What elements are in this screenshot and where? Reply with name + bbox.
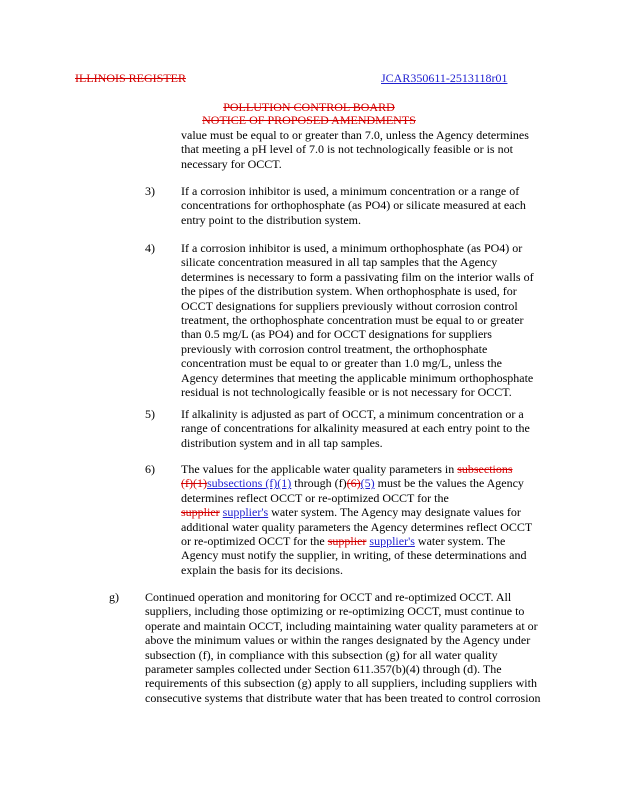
inserted-text: (5)	[360, 476, 375, 491]
text-line: concentration must be equal to or greater than 1.0 mg/L, unless the	[181, 356, 502, 371]
text-run: water system. The	[414, 534, 506, 549]
text-line: determines is necessary to form a passivating film on the interior walls of	[181, 269, 534, 284]
text-line: explain the basis for its decisions.	[181, 562, 343, 577]
text-line: subsection (f), in compliance with this subsection (g) for all water quality	[145, 647, 498, 662]
text-line: consecutive systems that distribute water that has been treated to control corrosion	[145, 690, 541, 705]
text-run: water system. The Agency may designate values for	[268, 505, 521, 520]
text-line: value must be equal to or greater than 7.0, unless the Agency determines	[181, 128, 529, 142]
text-line	[181, 476, 581, 490]
item-5-paragraph	[181, 407, 581, 450]
inserted-text: subsections (f)(1)	[206, 476, 292, 491]
intro-paragraph	[181, 128, 581, 171]
text-line: silicate concentration measured in all tap samples that the Agency	[181, 255, 498, 270]
text-line: that meeting a pH level of 7.0 is not technologically feasible or is not	[181, 142, 513, 157]
item-letter: g)	[109, 590, 119, 604]
deleted-text: subsections	[457, 462, 513, 476]
text-line: Agency must notify the supplier, in writing, of these determinations and	[181, 548, 527, 563]
item-number: 4)	[145, 241, 155, 255]
text-line: necessary for OCCT.	[181, 156, 282, 171]
text-line: suppliers, including those optimizing or re-optimizing OCCT, must continue to	[145, 604, 525, 619]
item-6-paragraph	[181, 462, 581, 577]
deleted-text: supplier	[327, 534, 367, 549]
text-line: requirements of this subsection (g) apply to all suppliers, including suppliers with	[145, 676, 537, 691]
text-run: or re-optimized OCCT for the	[181, 534, 328, 549]
text-line: previously with corrosion control treatment, the orthophosphate	[181, 341, 488, 356]
jcar-code: JCAR350611-2513118r01	[381, 71, 508, 85]
text-line: above the minimum values or within the ranges designated by the Agency under	[145, 633, 531, 648]
text-line: operate and maintain OCCT, including maintaining water quality parameters at or	[145, 618, 538, 633]
text-line	[181, 534, 581, 548]
item-g-paragraph	[145, 590, 581, 705]
inserted-text: supplier's	[222, 505, 269, 520]
inserted-text: supplier's	[369, 534, 415, 549]
deleted-text: (6)	[346, 476, 361, 491]
deleted-text: supplier	[181, 505, 220, 520]
text-line: additional water quality parameters the Agency determines reflect OCCT	[181, 519, 533, 534]
item-3-paragraph	[181, 184, 581, 227]
text-line: OCCT designations for suppliers previously without corrosion control	[181, 298, 518, 313]
notice-title: NOTICE OF PROPOSED AMENDMENTS	[202, 113, 416, 127]
text-line: If alkalinity is adjusted as part of OCCT, a minimum concentration or a	[181, 407, 524, 421]
board-title: POLLUTION CONTROL BOARD	[223, 100, 395, 114]
text-line: range of concentrations for alkalinity measured at each entry point to the	[181, 421, 530, 436]
text-line	[181, 505, 581, 519]
text-line: treatment, the orthophosphate concentration must be equal to or greater	[181, 313, 524, 328]
item-number: 3)	[145, 184, 155, 198]
text-run: through (f)	[291, 476, 347, 491]
text-line: distribution system and in all tap samples.	[181, 435, 383, 450]
text-line: determines reflect OCCT or re-optimized OCCT for the	[181, 490, 449, 505]
item-number: 6)	[145, 462, 155, 476]
text-line: parameter samples collected under Section 611.357(b)(4) through (d). The	[145, 662, 502, 677]
text-line: entry point to the distribution system.	[181, 212, 361, 227]
text-line: Agency determines that meeting the applicable minimum orthophosphate	[181, 370, 534, 385]
text-line: than 0.5 mg/L (as PO4) and for OCCT designations for suppliers	[181, 327, 492, 342]
deleted-text: (f)(1)	[181, 476, 207, 491]
text-line: concentrations for orthophosphate (as PO4) or silicate measured at each	[181, 198, 526, 213]
text-run: must be the values the Agency	[374, 476, 524, 491]
item-4-paragraph	[181, 241, 581, 399]
text-line	[181, 462, 581, 476]
text-line: the pipes of the distribution system. When orthophosphate is used, for	[181, 284, 517, 299]
item-number: 5)	[145, 407, 155, 421]
text-line: Continued operation and monitoring for OCCT and re-optimized OCCT. All	[145, 590, 512, 604]
text-line: If a corrosion inhibitor is used, a minimum orthophosphate (as PO4) or	[181, 241, 523, 255]
text-run: The values for the applicable water quality parameters in	[181, 462, 458, 476]
text-line: If a corrosion inhibitor is used, a minimum concentration or a range of	[181, 184, 520, 198]
register-header: ILLINOIS REGISTER	[75, 71, 186, 85]
text-line: residual is not technologically feasible or is not necessary for OCCT.	[181, 385, 512, 400]
